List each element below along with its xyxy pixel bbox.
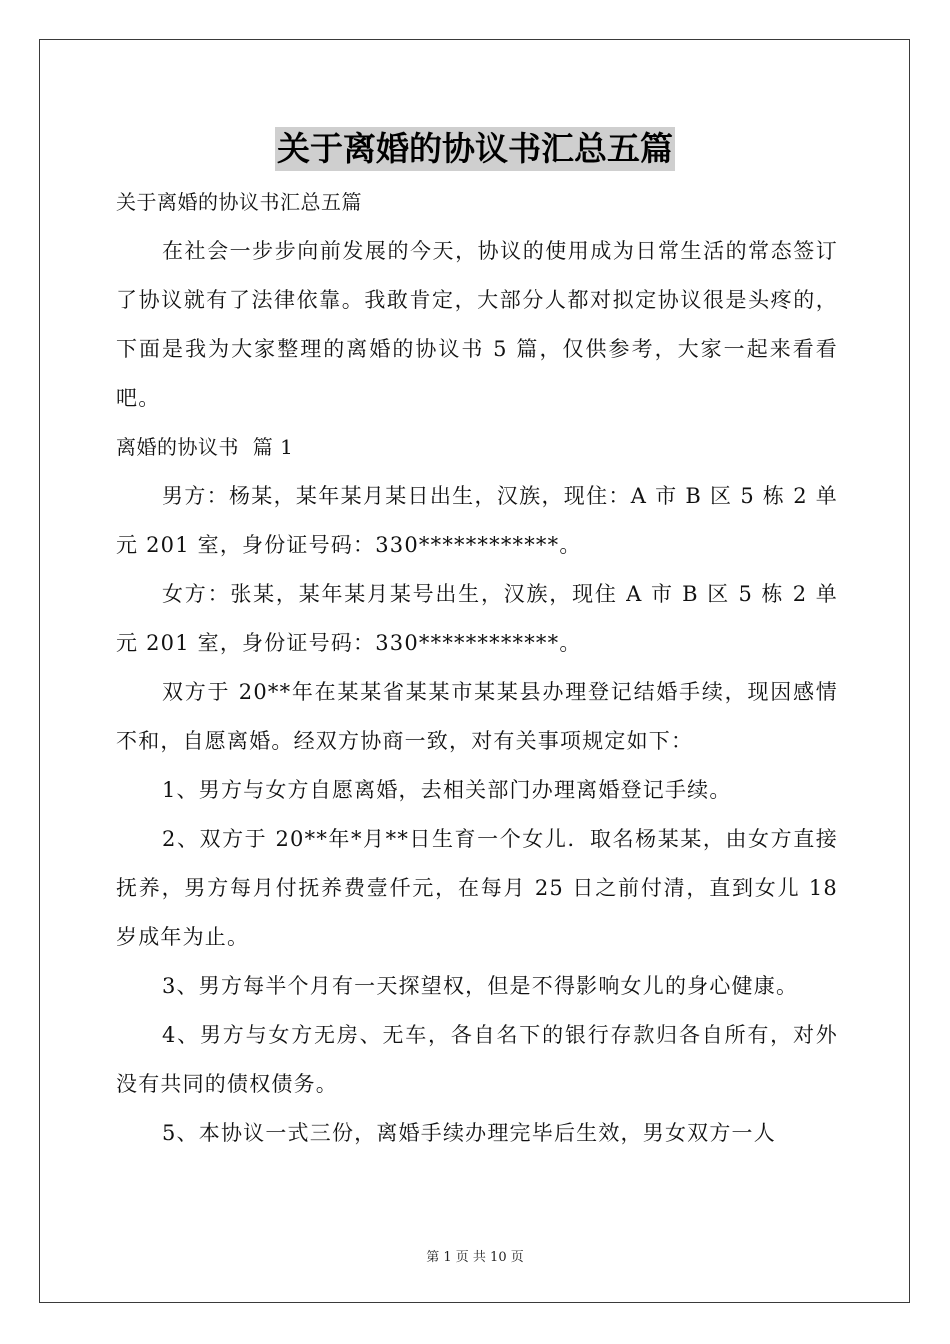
clause-4: 4、男方与女方无房、无车，各自名下的银行存款归各自所有，对外没有共同的债权债务。 [116, 1023, 838, 1096]
document-body [116, 178, 846, 1158]
clause-1: 1、男方与女方自愿离婚，去相关部门办理离婚登记手续。 [162, 778, 732, 802]
clause-5: 5、本协议一式三份，离婚手续办理完毕后生效，男女双方一人 [162, 1121, 776, 1145]
female-party-paragraph: 女方：张某，某年某月某号出生，汉族，现住 A 市 B 区 5 栋 2 单元 201 室，身份证号码：330************。 [116, 582, 838, 655]
subtitle-paragraph: 关于离婚的协议书汇总五篇 [116, 190, 362, 214]
title-container [0, 127, 950, 171]
page-number: 第 1 页 共 10 页 [426, 1250, 524, 1265]
document-title: 关于离婚的协议书汇总五篇 [275, 127, 675, 171]
background-paragraph: 双方于 20**年在某某省某某市某某县办理登记结婚手续，现因感情不和，自愿离婚。经双方协商一致，对有关事项规定如下： [116, 680, 838, 753]
clause-3: 3、男方每半个月有一天探望权，但是不得影响女儿的身心健康。 [162, 974, 799, 998]
male-party-paragraph: 男方：杨某，某年某月某日出生，汉族，现住：A 市 B 区 5 栋 2 单元 201 室，身份证号码：330************。 [116, 484, 838, 557]
intro-paragraph: 在社会一步步向前发展的今天，协议的使用成为日常生活的常态签订了协议就有了法律依靠。我敢肯定，大部分人都对拟定协议很是头疼的，下面是我为大家整理的离婚的协议书 5 篇，仅供参考，大家一起来看看吧。 [116, 239, 838, 410]
section-heading: 离婚的协议书 篇 1 [116, 435, 294, 459]
clause-2: 2、双方于 20**年*月**日生育一个女儿．取名杨某某，由女方直接抚养，男方每月付抚养费壹仟元，在每月 25 日之前付清，直到女儿 18 岁成年为止。 [116, 827, 846, 949]
page-footer [0, 1246, 950, 1265]
